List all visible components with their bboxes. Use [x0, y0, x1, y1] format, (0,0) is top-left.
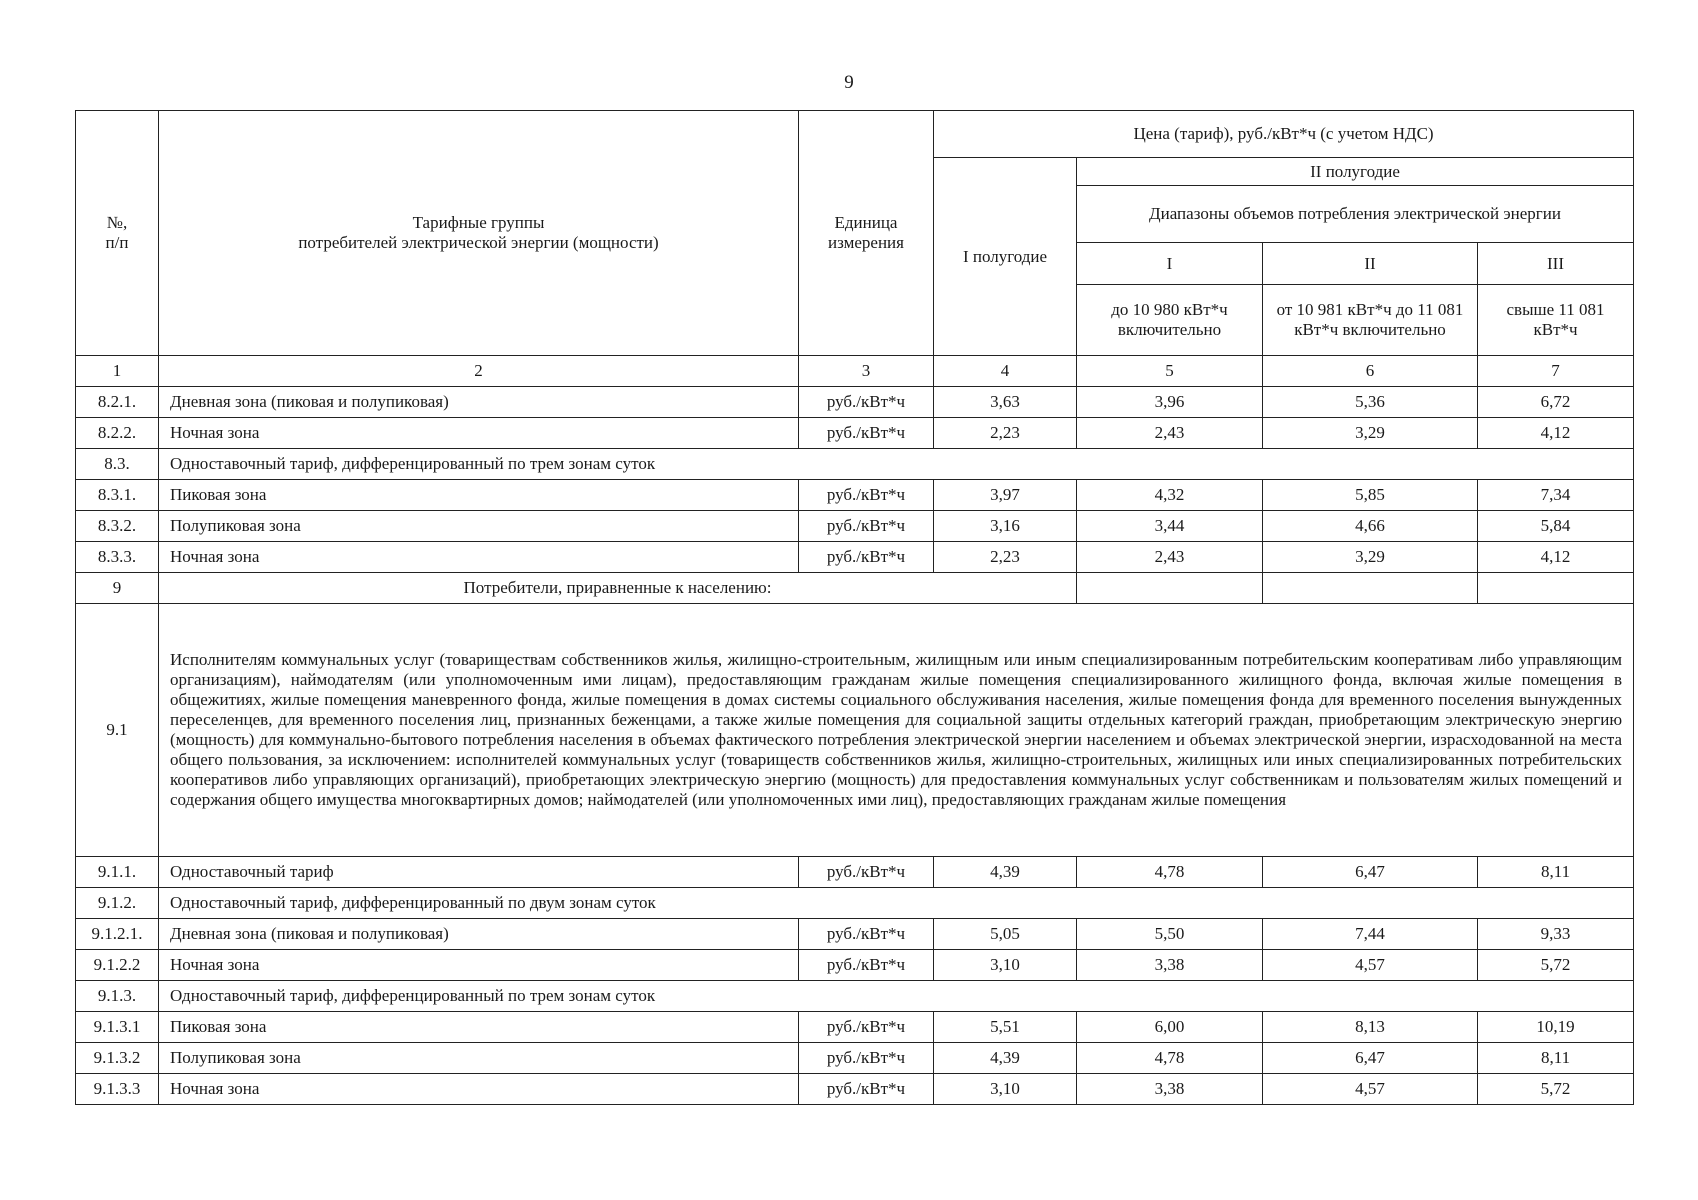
table-row [76, 950, 1634, 981]
row-unit: руб./кВт*ч [799, 511, 934, 542]
table-header [76, 111, 1634, 387]
price-value: 3,63 [934, 387, 1077, 418]
row-unit: руб./кВт*ч [799, 950, 934, 981]
header-range-1: I [1077, 243, 1263, 285]
table-row [76, 511, 1634, 542]
price-value: 5,84 [1478, 511, 1634, 542]
row-unit: руб./кВт*ч [799, 1043, 934, 1074]
header-range-3-desc: свыше 11 081 кВт*ч [1478, 285, 1634, 356]
price-value: 2,23 [934, 418, 1077, 449]
row-number: 9.1.3. [76, 981, 159, 1012]
row-name: Ночная зона [159, 542, 799, 573]
header-range-2-desc: от 10 981 кВт*ч до 11 081 кВт*ч включительно [1263, 285, 1478, 356]
table-row [76, 604, 1634, 857]
row-unit: руб./кВт*ч [799, 1074, 934, 1105]
header-ranges: Диапазоны объемов потребления электрической энергии [1077, 186, 1634, 243]
price-value: 3,38 [1077, 1074, 1263, 1105]
table-row [76, 1043, 1634, 1074]
row-name: Полупиковая зона [159, 1043, 799, 1074]
row-number: 8.3.3. [76, 542, 159, 573]
price-value: 8,11 [1478, 857, 1634, 888]
header-group: Тарифные группы потребителей электрической энергии (мощности) [159, 111, 799, 356]
header-num: №, п/п [76, 111, 159, 356]
row-unit: руб./кВт*ч [799, 857, 934, 888]
row-name: Одноставочный тариф, дифференцированный по двум зонам суток [159, 888, 1634, 919]
price-value: 4,57 [1263, 1074, 1478, 1105]
row-number: 9.1.2.2 [76, 950, 159, 981]
price-value: 3,96 [1077, 387, 1263, 418]
header-half1: I полугодие [934, 158, 1077, 356]
table-row [76, 857, 1634, 888]
price-value: 2,43 [1077, 542, 1263, 573]
price-value: 8,11 [1478, 1043, 1634, 1074]
table-row [76, 981, 1634, 1012]
price-value: 8,13 [1263, 1012, 1478, 1043]
price-value: 2,43 [1077, 418, 1263, 449]
price-value: 5,51 [934, 1012, 1077, 1043]
price-value: 2,23 [934, 542, 1077, 573]
row-name: Пиковая зона [159, 480, 799, 511]
price-value: 9,33 [1478, 919, 1634, 950]
price-value: 4,39 [934, 857, 1077, 888]
price-value: 4,66 [1263, 511, 1478, 542]
column-number: 5 [1077, 356, 1263, 387]
empty-cell [1077, 573, 1263, 604]
price-value: 4,32 [1077, 480, 1263, 511]
row-description: Исполнителям коммунальных услуг (товариществам собственников жилья, жилищно-строительным, жилищным или иным специализированным потребительским кооперативам либо управляющим организациям), наймодателям (или уполномоченным ими лицам), предоставляющим гражданам жилые помещения специализированного жилищного фонда, включая жилые помещения в общежитиях, жилые помещения маневренного фонда, жилые помещения в домах системы социального обслуживания населения, жилые помещения фонда для временного поселения вынужденных переселенцев, для временного поселения лиц, признанных беженцами, а также жилые помещения для социальной защиты отдельных категорий граждан, приобретающим электрическую энергию (мощность) для коммунально-бытового потребления населения в объемах фактического потребления электрической энергии населением и объемах электрической энергии, израсходованной на места общего пользования, за исключением: исполнителей коммунальных услуг (товариществ собственников жилья, жилищно-строительных, жилищных или иных специализированных потребительских кооперативов либо управляющих организаций), приобретающих электрическую энергию (мощность) для предоставления коммунальных услуг собственникам и пользователям жилых помещений и содержания общего имущества многоквартирных домов; наймодателей (или уполномоченных ими лиц), предоставляющих гражданам жилые помещения [159, 604, 1634, 857]
price-value: 7,34 [1478, 480, 1634, 511]
row-unit: руб./кВт*ч [799, 919, 934, 950]
price-value: 4,12 [1478, 418, 1634, 449]
row-number: 9.1.1. [76, 857, 159, 888]
row-name: Ночная зона [159, 418, 799, 449]
header-price: Цена (тариф), руб./кВт*ч (с учетом НДС) [934, 111, 1634, 158]
column-number: 6 [1263, 356, 1478, 387]
row-name: Ночная зона [159, 950, 799, 981]
page-number: 9 [844, 72, 854, 93]
price-value: 7,44 [1263, 919, 1478, 950]
empty-cell [1478, 573, 1634, 604]
table-row [76, 1012, 1634, 1043]
price-value: 6,00 [1077, 1012, 1263, 1043]
column-number: 7 [1478, 356, 1634, 387]
header-range-2: II [1263, 243, 1478, 285]
row-name: Дневная зона (пиковая и полупиковая) [159, 919, 799, 950]
price-value: 5,36 [1263, 387, 1478, 418]
row-number: 8.3.2. [76, 511, 159, 542]
empty-cell [1263, 573, 1478, 604]
price-value: 3,16 [934, 511, 1077, 542]
price-value: 5,72 [1478, 1074, 1634, 1105]
row-number: 8.3.1. [76, 480, 159, 511]
price-value: 3,10 [934, 1074, 1077, 1105]
price-value: 4,78 [1077, 1043, 1263, 1074]
header-unit: Единица измерения [799, 111, 934, 356]
price-value: 3,10 [934, 950, 1077, 981]
table-row [76, 542, 1634, 573]
column-number: 3 [799, 356, 934, 387]
column-number: 2 [159, 356, 799, 387]
price-value: 3,38 [1077, 950, 1263, 981]
row-unit: руб./кВт*ч [799, 418, 934, 449]
price-value: 4,39 [934, 1043, 1077, 1074]
column-number: 1 [76, 356, 159, 387]
table-body [76, 387, 1634, 1105]
row-unit: руб./кВт*ч [799, 542, 934, 573]
row-number: 8.3. [76, 449, 159, 480]
row-name: Пиковая зона [159, 1012, 799, 1043]
price-value: 5,50 [1077, 919, 1263, 950]
table-row [76, 449, 1634, 480]
header-range-3: III [1478, 243, 1634, 285]
price-value: 3,29 [1263, 418, 1478, 449]
row-unit: руб./кВт*ч [799, 1012, 934, 1043]
row-name: Одноставочный тариф, дифференцированный по трем зонам суток [159, 981, 1634, 1012]
table-row [76, 1074, 1634, 1105]
price-value: 4,78 [1077, 857, 1263, 888]
price-value: 10,19 [1478, 1012, 1634, 1043]
header-half2: II полугодие [1077, 158, 1634, 186]
row-name: Полупиковая зона [159, 511, 799, 542]
price-value: 4,12 [1478, 542, 1634, 573]
row-unit: руб./кВт*ч [799, 480, 934, 511]
row-number: 9.1.3.3 [76, 1074, 159, 1105]
section-title: Потребители, приравненные к населению: [159, 573, 1077, 604]
row-number: 9.1.3.2 [76, 1043, 159, 1074]
price-value: 6,72 [1478, 387, 1634, 418]
column-number: 4 [934, 356, 1077, 387]
table-row [76, 573, 1634, 604]
header-range-1-desc: до 10 980 кВт*ч включительно [1077, 285, 1263, 356]
row-number: 9.1 [76, 604, 159, 857]
price-value: 3,29 [1263, 542, 1478, 573]
price-value: 6,47 [1263, 857, 1478, 888]
price-value: 5,05 [934, 919, 1077, 950]
table-row [76, 418, 1634, 449]
row-number: 8.2.1. [76, 387, 159, 418]
price-value: 6,47 [1263, 1043, 1478, 1074]
row-number: 8.2.2. [76, 418, 159, 449]
tariff-table [75, 110, 1634, 1105]
row-name: Одноставочный тариф, дифференцированный по трем зонам суток [159, 449, 1634, 480]
price-value: 3,97 [934, 480, 1077, 511]
row-number: 9.1.3.1 [76, 1012, 159, 1043]
price-value: 4,57 [1263, 950, 1478, 981]
price-value: 5,85 [1263, 480, 1478, 511]
row-unit: руб./кВт*ч [799, 387, 934, 418]
row-number: 9.1.2. [76, 888, 159, 919]
row-number: 9 [76, 573, 159, 604]
row-number: 9.1.2.1. [76, 919, 159, 950]
price-value: 3,44 [1077, 511, 1263, 542]
row-name: Одноставочный тариф [159, 857, 799, 888]
table-row [76, 919, 1634, 950]
price-value: 5,72 [1478, 950, 1634, 981]
row-name: Ночная зона [159, 1074, 799, 1105]
table-row [76, 480, 1634, 511]
table-row [76, 387, 1634, 418]
row-name: Дневная зона (пиковая и полупиковая) [159, 387, 799, 418]
table-row [76, 888, 1634, 919]
